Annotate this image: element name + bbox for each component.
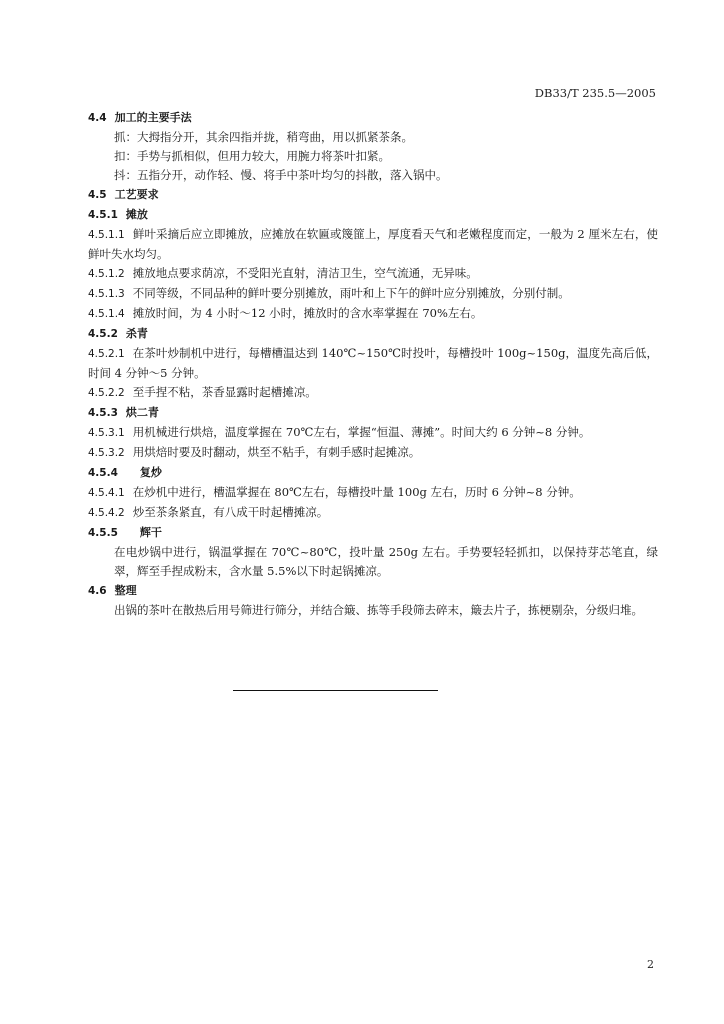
paragraph: 抖：五指分开，动作轻、慢、将手中茶叶均匀的抖散，落入锅中。 <box>114 168 448 182</box>
section-heading: 4.4 加工的主要手法 <box>88 111 192 124</box>
page-number: 2 <box>647 958 654 971</box>
subsection-heading: 4.5.1 摊放 <box>88 208 148 221</box>
document-code: DB33/T 235.5—2005 <box>534 86 656 100</box>
document-body <box>88 108 658 620</box>
clause-item: 4.5.1.4 摊放时间，为 4 小时～12 小时，摊放时的含水率掌握在 70%左右。 <box>88 306 483 320</box>
subsection-heading: 4.5.3 烘二青 <box>88 406 159 419</box>
clause-item: 4.5.2.2 至手捏不粘，茶香显露时起槽摊凉。 <box>88 385 317 399</box>
end-rule <box>233 690 438 691</box>
clause-item: 4.5.3.1 用机械进行烘焙，温度掌握在 70℃左右，掌握“恒温、薄摊”。时间大约 6 分钟~8 分钟。 <box>88 425 591 439</box>
subsection-heading: 4.5.4 复炒 <box>88 466 162 479</box>
paragraph: 抓：大拇指分开，其余四指并拢，稍弯曲，用以抓紧茶条。 <box>114 130 413 144</box>
clause-item: 4.5.1.3 不同等级，不同品种的鲜叶要分别摊放，雨叶和上下午的鲜叶应分别摊放，分别付制。 <box>88 286 570 300</box>
clause-item: 4.5.3.2 用烘焙时要及时翻动，烘至不粘手，有刺手感时起摊凉。 <box>88 445 421 459</box>
clause-item: 4.5.4.2 炒至茶条紧直，有八成干时起槽摊凉。 <box>88 505 329 519</box>
clause-item: 4.5.1.2 摊放地点要求荫凉，不受阳光直射，清洁卫生，空气流通，无异味。 <box>88 266 478 280</box>
clause-item: 4.5.4.1 在炒机中进行，槽温掌握在 80℃左右，每槽投叶量 100g 左右，历时 6 分钟~8 分钟。 <box>88 485 581 499</box>
clause-item: 4.5.2.1 在茶叶炒制机中进行，每槽槽温达到 140℃~150℃时投叶，每槽投叶 100g~150g，温度先高后低，时间 4 分钟～5 分钟。 <box>88 346 658 380</box>
clause-item: 4.5.1.1 鲜叶采摘后应立即摊放，应摊放在软匾或篾篚上，厚度看天气和老嫩程度而定，一般为 2 厘米左右，使鲜叶失水均匀。 <box>88 227 658 261</box>
subsection-heading: 4.5.5 辉干 <box>88 526 162 539</box>
section-heading: 4.6 整理 <box>88 584 137 597</box>
subsection-heading: 4.5.2 杀青 <box>88 327 148 340</box>
paragraph: 出锅的茶叶在散热后用号筛进行筛分，并结合簸、拣等手段筛去碎末，簸去片子，拣梗剔杂，分级归堆。 <box>114 603 643 617</box>
paragraph: 扣：手势与抓相似，但用力较大，用腕力将茶叶扣紧。 <box>114 149 390 163</box>
section-heading: 4.5 工艺要求 <box>88 188 159 201</box>
paragraph: 在电炒锅中进行，锅温掌握在 70℃~80℃，投叶量 250g 左右。手势要轻轻抓扣，以保持芽芯笔直，绿翠，辉至手捏成粉末，含水量 5.5%以下时起锅摊凉。 <box>114 545 658 578</box>
